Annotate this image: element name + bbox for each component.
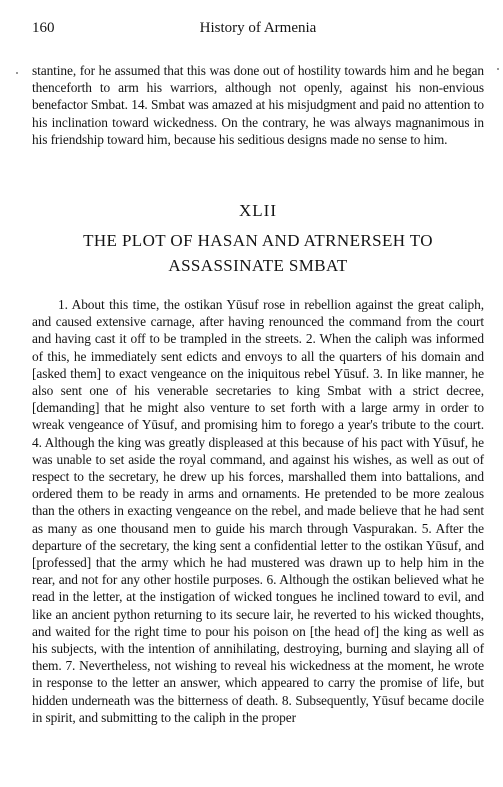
paragraph-text: 1. About this time, the ostikan Yūsuf rose in rebellion against the great caliph, and caused extensive carnage, after having renounced the command from the court and having cast it off to be trampled in the streets. 2. When the caliph was informed of this, he immediately sent edicts and envoys to all the quarters of his domain and [asked them] to exact vengeance on the iniquitous rebel Yūsuf. 3. In like manner, he also sent one of his venerable secretaries to king Smbat with a strict decree, [demanding] that he might also venture to set forth with a large army in order to wreak vengeance of Yūsuf, and promising him to forego a year's tribute to the court. 4. Although the king was greatly displeased at this because of his pact with Yūsuf, he was unable to set aside the royal command, and against his wishes, as well as out of respect to the secretary, he drew up his forces, marshalled them into battalions, and ordered them to be ready in arms and ornaments. He pretended to be more zealous than the others in exacting vengeance on the rebel, and made believe that he had sent as many as one thousand men to guide his march through Vaspurakan. 5. After the departure of the secretary, the king sent a confidential letter to the ostikan Yūsuf, and [professed] that the army which he had mustered was drawn up to help him in the rear, and not for any other hostile purposes. 6. Although the ostikan believed what he read in the letter, at the instigation of wicked tongues he inclined toward to evil, and like an ancient python returning to its secure lair, he reverted to his wicked thoughts, and waited for the right time to pour his poison on [the head of] the king as well as his subjects, with the intention of annihilating, destroying, burning and slaying all of them. 7. Nevertheless, not wishing to reveal his wickedness at the moment, he wrote in response to the letter an answer, which appeared to carry the promise of life, but hidden underneath was the bitterness of death. 8. Subsequently, Yūsuf became docile in spirit, and submitting to the caliph in the proper [32, 297, 484, 725]
running-title: History of Armenia [199, 20, 317, 36]
chapter-title-line-2: ASSASSINATE SMBAT [168, 256, 348, 275]
paragraph-text: stantine, for he assumed that this was done out of hostility towards him and he began thenceforth to arm his warriors, although not openly, against his non-envious benefactor Smbat. 14. Smbat was amazed at his misjudgment and paid no attention to his inclination toward wickedness. On the contrary, he was always magnanimous in his friendship toward him, because his seditious designs made no sense to him. [32, 63, 484, 147]
chapter-title [32, 228, 484, 278]
page-number: 160 [32, 20, 55, 36]
continued-paragraph [32, 62, 484, 148]
chapter-number: XLII [239, 201, 277, 220]
running-head [32, 20, 484, 38]
chapter-title-line-1: THE PLOT OF HASAN AND ATRNERSEH TO [83, 231, 433, 250]
scan-speck [497, 68, 499, 70]
chapter-body [32, 296, 484, 726]
scan-speck [16, 72, 18, 74]
